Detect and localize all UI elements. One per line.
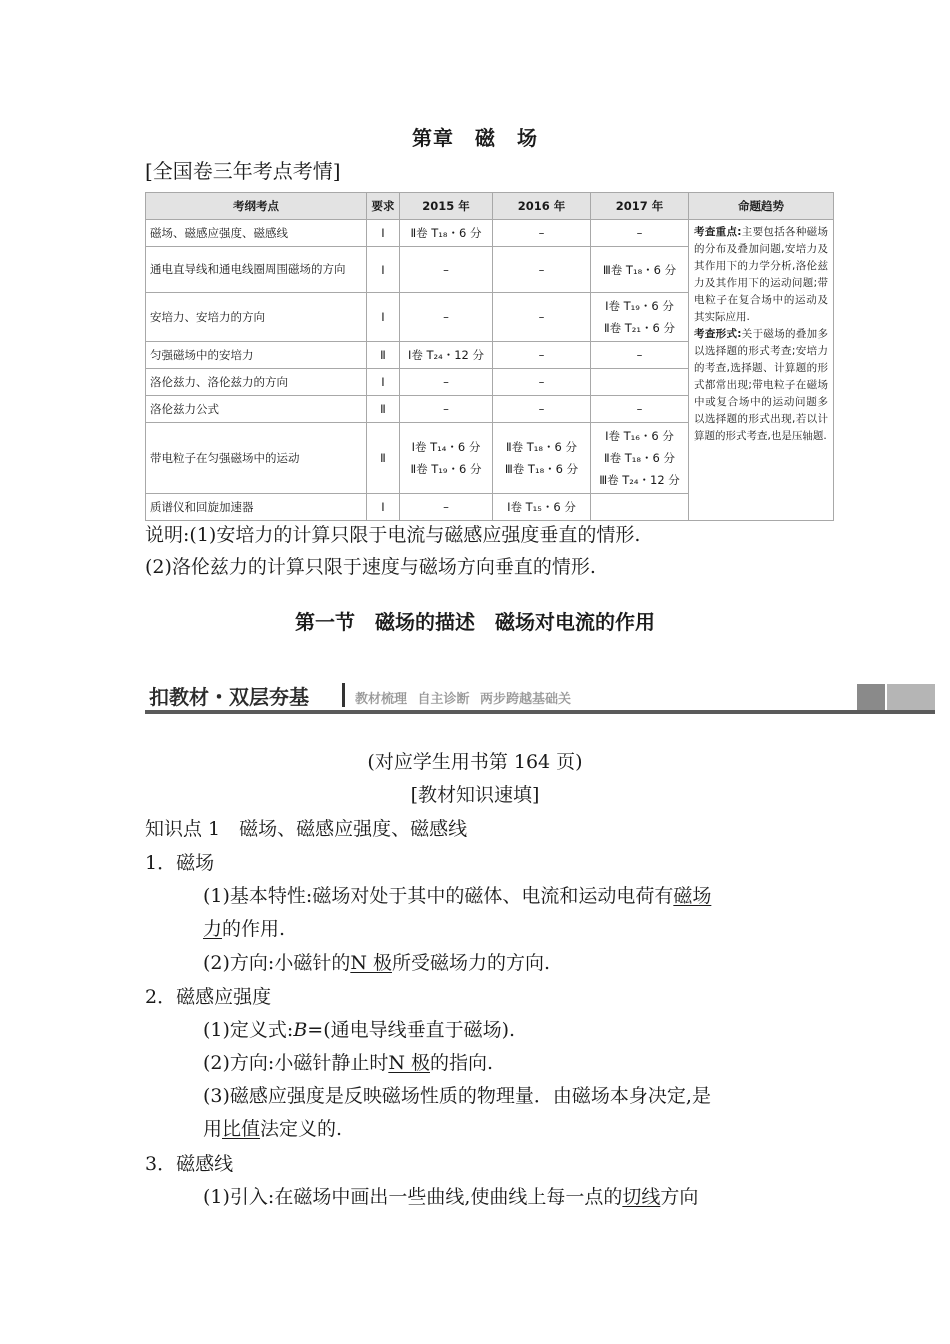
answer-blank: N 极	[388, 1052, 430, 1074]
trend-focus-label: 考查重点:	[694, 226, 742, 238]
year-2016-cell	[493, 369, 591, 396]
topic-cell: 安培力、安培力的方向	[146, 293, 367, 342]
score-entry: –	[538, 262, 545, 277]
exam-overview-heading: [全国卷三年考点考情]	[145, 159, 341, 183]
year-2017-cell	[591, 423, 689, 494]
section-title: 第一节 磁场的描述 磁场对电流的作用	[295, 610, 655, 634]
score-entry: Ⅱ卷 T₁₈・6 分	[505, 440, 578, 454]
answer-blank: 切线	[622, 1186, 661, 1208]
requirement-cell: Ⅱ	[367, 342, 400, 369]
table-row	[146, 220, 834, 247]
answer-blank: 比值	[222, 1118, 261, 1140]
requirement-cell: Ⅰ	[367, 247, 400, 293]
year-2016-cell	[493, 220, 591, 247]
banner-divider	[342, 683, 345, 707]
score-entry: Ⅰ卷 T₁₆・6 分	[605, 429, 674, 443]
year-2015-cell	[400, 396, 493, 423]
year-2016-cell	[493, 342, 591, 369]
year-2017-cell	[591, 293, 689, 342]
year-2016-cell	[493, 396, 591, 423]
year-2017-cell	[591, 247, 689, 293]
answer-blank: N 极	[350, 952, 392, 974]
score-entry: –	[538, 348, 545, 362]
banner-subtitle: 教材梳理 自主诊断 两步跨越基础关	[355, 692, 572, 707]
trend-form-text: 关于磁场的叠加多以选择题的形式考查;安培力的考查,选择题、计算题的形式都常出现;带电粒子在磁场中或复合场中的运动问题多以选择题的形式出现,若以计算题的形式考查,也是压轴题.	[694, 328, 828, 442]
year-2016-cell	[493, 247, 591, 293]
year-2015-cell	[400, 369, 493, 396]
year-2017-cell	[591, 342, 689, 369]
score-entry: –	[636, 226, 643, 240]
requirement-cell: Ⅱ	[367, 423, 400, 494]
table-header-row	[146, 193, 834, 220]
item-2-line-3: (3)磁感应强度是反映磁场性质的物理量．由磁场本身决定,是	[203, 1085, 711, 1107]
topic-cell: 洛伦兹力、洛伦兹力的方向	[146, 369, 367, 396]
score-entry: –	[538, 402, 545, 416]
header-2015: 2015 年	[400, 193, 493, 220]
header-requirement: 要求	[367, 193, 400, 220]
score-entry: Ⅲ卷 T₂₄・12 分	[599, 473, 680, 487]
score-entry: –	[443, 310, 449, 324]
topic-cell: 质谱仪和回旋加速器	[146, 494, 367, 521]
score-entry: Ⅰ卷 T₁₉・6 分	[605, 299, 674, 313]
year-2017-cell	[591, 369, 689, 396]
topic-cell: 匀强磁场中的安培力	[146, 342, 367, 369]
score-entry: –	[636, 348, 643, 362]
item-3-line-1: (1)引入:在磁场中画出一些曲线,使曲线上每一点的切线方向	[203, 1186, 699, 1208]
item-1-title: 1．磁场	[145, 852, 215, 874]
note-line-1: 说明:(1)安培力的计算只限于电流与磁感应强度垂直的情形.	[145, 524, 641, 546]
table-body	[146, 220, 834, 521]
item-2-line-3-cont: 用比值法定义的.	[203, 1118, 343, 1140]
score-entry: Ⅲ卷 T₁₈・6 分	[602, 262, 677, 277]
trend-form-label: 考查形式:	[694, 328, 742, 340]
requirement-cell: Ⅱ	[367, 396, 400, 423]
item-1-line-1: (1)基本特性:磁场对处于其中的磁体、电流和运动电荷有磁场	[203, 885, 712, 907]
item-1-line-1-cont: 力的作用.	[203, 918, 286, 940]
banner-underline	[145, 710, 935, 714]
score-entry: Ⅰ卷 T₂₄・12 分	[407, 348, 485, 362]
item-2-line-2: (2)方向:小磁针静止时N 极的指向.	[203, 1052, 494, 1074]
item-2-title: 2．磁感应强度	[145, 986, 272, 1008]
year-2015-cell	[400, 342, 493, 369]
answer-blank: 磁场	[673, 885, 712, 907]
banner-decor-block-light	[887, 684, 935, 710]
header-2017: 2017 年	[591, 193, 689, 220]
year-2017-cell	[591, 494, 689, 521]
knowledge-point-title: 知识点 1 磁场、磁感应强度、磁感线	[145, 818, 468, 840]
topic-cell: 通电直导线和通电线圈周围磁场的方向	[146, 247, 367, 293]
score-entry: Ⅱ卷 T₁₉・6 分	[410, 462, 482, 476]
requirement-cell: Ⅰ	[367, 293, 400, 342]
formula-variable: B	[293, 1019, 308, 1041]
banner-decor-block-dark	[857, 684, 885, 710]
page-reference: (对应学生用书第 164 页)	[367, 751, 583, 773]
score-entry: Ⅲ卷 T₁₈・6 分	[504, 462, 579, 476]
header-topic: 考纲考点	[146, 193, 367, 220]
topic-cell: 磁场、磁感应强度、磁感线	[146, 220, 367, 247]
exam-topics-table	[145, 192, 834, 521]
trend-focus-text: 主要包括各种磁场的分布及叠加问题,安培力及其作用下的力学分析,洛伦兹力及其作用下的运动问题;带电粒子在复合场中的运动及其实际应用.	[694, 226, 828, 323]
requirement-cell: Ⅰ	[367, 494, 400, 521]
score-entry: –	[443, 402, 449, 416]
section-banner	[145, 676, 935, 718]
item-2-line-1: (1)定义式:B=(通电导线垂直于磁场).	[203, 1019, 516, 1041]
banner-main-title: 扣教材・双层夯基	[149, 685, 309, 709]
note-line-2: (2)洛伦兹力的计算只限于速度与磁场方向垂直的情形.	[145, 556, 596, 578]
score-entry: –	[443, 262, 449, 277]
item-1-line-2: (2)方向:小磁针的N 极所受磁场力的方向.	[203, 952, 551, 974]
year-2015-cell	[400, 220, 493, 247]
score-entry: –	[538, 226, 545, 240]
score-entry: Ⅰ卷 T₁₅・6 分	[507, 500, 576, 514]
year-2015-cell	[400, 247, 493, 293]
knowledge-heading: [教材知识速填]	[410, 784, 540, 806]
year-2015-cell	[400, 494, 493, 521]
year-2016-cell	[493, 293, 591, 342]
topic-cell: 洛伦兹力公式	[146, 396, 367, 423]
score-entry: Ⅱ卷 T₂₁・6 分	[603, 321, 676, 335]
score-entry: –	[538, 310, 545, 324]
year-2017-cell	[591, 396, 689, 423]
year-2015-cell	[400, 423, 493, 494]
year-2015-cell	[400, 293, 493, 342]
score-entry: –	[636, 402, 643, 416]
header-trend: 命题趋势	[689, 193, 834, 220]
header-2016: 2016 年	[493, 193, 591, 220]
chapter-title: 第章 磁 场	[412, 126, 538, 150]
topic-cell: 带电粒子在匀强磁场中的运动	[146, 423, 367, 494]
score-entry: Ⅰ卷 T₁₄・6 分	[411, 440, 481, 454]
year-2016-cell	[493, 423, 591, 494]
answer-blank: 力	[203, 918, 223, 940]
trend-cell	[689, 220, 834, 521]
requirement-cell: Ⅰ	[367, 220, 400, 247]
score-entry: –	[443, 375, 449, 389]
score-entry: –	[443, 500, 449, 514]
score-entry: Ⅱ卷 T₁₈・6 分	[410, 226, 482, 240]
score-entry: Ⅱ卷 T₁₈・6 分	[603, 451, 676, 465]
year-2017-cell	[591, 220, 689, 247]
requirement-cell: Ⅰ	[367, 369, 400, 396]
year-2016-cell	[493, 494, 591, 521]
item-3-title: 3．磁感线	[145, 1153, 234, 1175]
score-entry: –	[538, 375, 545, 389]
